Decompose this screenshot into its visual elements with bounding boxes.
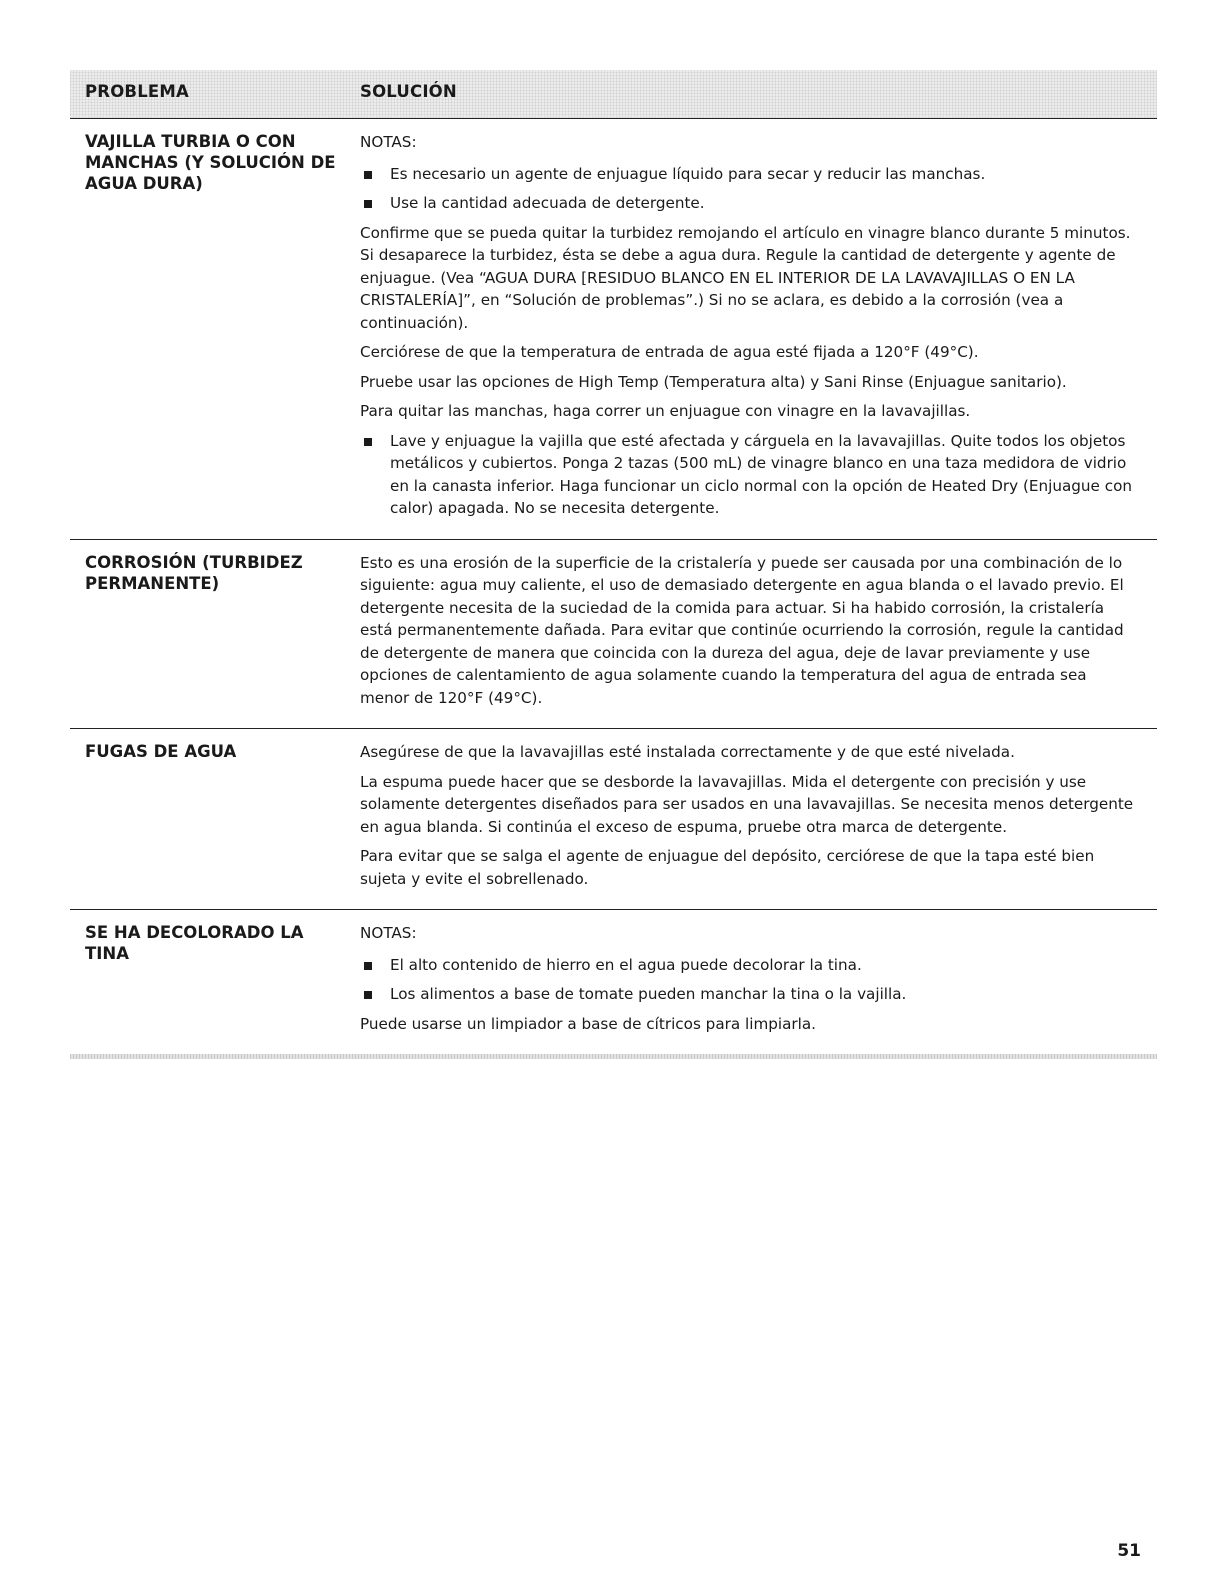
solution-paragraph: Pruebe usar las opciones de High Temp (Temperatura alta) y Sani Rinse (Enjuague sanitario). (360, 372, 1067, 391)
table-header (70, 70, 1157, 119)
table-row (70, 729, 1157, 910)
problem-title: SE HA DECOLORADO LA TINA (85, 923, 304, 963)
header-solution: SOLUCIÓN (360, 82, 457, 101)
note-item: Use la cantidad adecuada de detergente. (360, 192, 1138, 215)
page-number: 51 (1117, 1541, 1141, 1561)
note-item: El alto contenido de hierro en el agua puede decolorar la tina. (360, 954, 1138, 977)
note-item: Es necesario un agente de enjuague líquido para secar y reducir las manchas. (360, 163, 1138, 186)
note-item: Los alimentos a base de tomate pueden manchar la tina o la vajilla. (360, 983, 1138, 1006)
solution-cell (348, 729, 1138, 909)
solution-cell (348, 540, 1138, 729)
problem-title: VAJILLA TURBIA O CON MANCHAS (Y SOLUCIÓN DE AGUA DURA) (85, 132, 336, 193)
table-footer-rule (70, 1054, 1157, 1059)
solution-paragraph: La espuma puede hacer que se desborde la lavavajillas. Mida el detergente con precisión y use solamente detergentes diseñados para ser usados en una lavavajillas. Se necesita menos detergente en agua blanda. Si continúa el exceso de espuma, pruebe otra marca de detergente. (360, 772, 1134, 836)
notes-label: NOTAS: (360, 133, 417, 151)
solution-cell (348, 910, 1138, 1054)
solution-paragraph: Asegúrese de que la lavavajillas esté instalada correctamente y de que esté nivelada. (360, 743, 1015, 761)
table-row (70, 119, 1157, 540)
problem-title: CORROSIÓN (TURBIDEZ PERMANENTE) (85, 552, 303, 593)
table-row (70, 540, 1157, 730)
solution-paragraph: Para evitar que se salga el agente de enjuague del depósito, cerciórese de que la tapa esté bien sujeta y evite el sobrellenado. (360, 847, 1095, 888)
table-row (70, 910, 1157, 1054)
step-item: Lave y enjuague la vajilla que esté afectada y cárguela en la lavavajillas. Quite todos los objetos metálicos y cubiertos. Ponga 2 tazas (500 mL) de vinagre blanco en una taza medidora de vidrio en la canasta inferior. Haga funcionar un ciclo normal con la opción de Heated Dry (Enjuague con calor) apagada. No se necesita detergente. (360, 430, 1138, 520)
solution-paragraph: Esto es una erosión de la superficie de la cristalería y puede ser causada por una combinación de lo siguiente: agua muy caliente, el uso de demasiado detergente en agua blanda o el lavado previo. El detergente necesita de la suciedad de la comida para actuar. Si ha habido corrosión, la cristalería está permanentemente dañada. Para evitar que continúe ocurriendo la corrosión, regule la cantidad de detergente de manera que coincida con la dureza del agua, deje de lavar previamente y use opciones de calentamiento de agua solamente cuando la temperatura del agua de entrada sea menor de 120°F (49°C). (360, 553, 1124, 707)
troubleshooting-table (70, 70, 1157, 1059)
solution-cell (348, 119, 1138, 539)
problem-title: FUGAS DE AGUA (85, 742, 237, 761)
solution-paragraph: Confirme que se pueda quitar la turbidez remojando el artículo en vinagre blanco durante 5 minutos. Si desaparece la turbidez, ésta se debe a agua dura. Regule la cantidad de detergente y agente de enjuague. (Vea “AGUA DURA [RESIDUO BLANCO EN EL INTERIOR DE LA LAVAVAJILLAS O EN LA CRISTALERÍA]”, en “Solución de problemas”.) Si no se aclara, es debido a la corrosión (vea a continuación). (360, 223, 1131, 332)
solution-paragraph: Puede usarse un limpiador a base de cítricos para limpiarla. (360, 1014, 817, 1033)
notes-label: NOTAS: (360, 924, 417, 942)
solution-paragraph: Para quitar las manchas, haga correr un enjuague con vinagre en la lavavajillas. (360, 402, 971, 420)
solution-paragraph: Cerciórese de que la temperatura de entrada de agua esté fijada a 120°F (49°C). (360, 343, 979, 361)
header-problem: PROBLEMA (85, 82, 189, 101)
